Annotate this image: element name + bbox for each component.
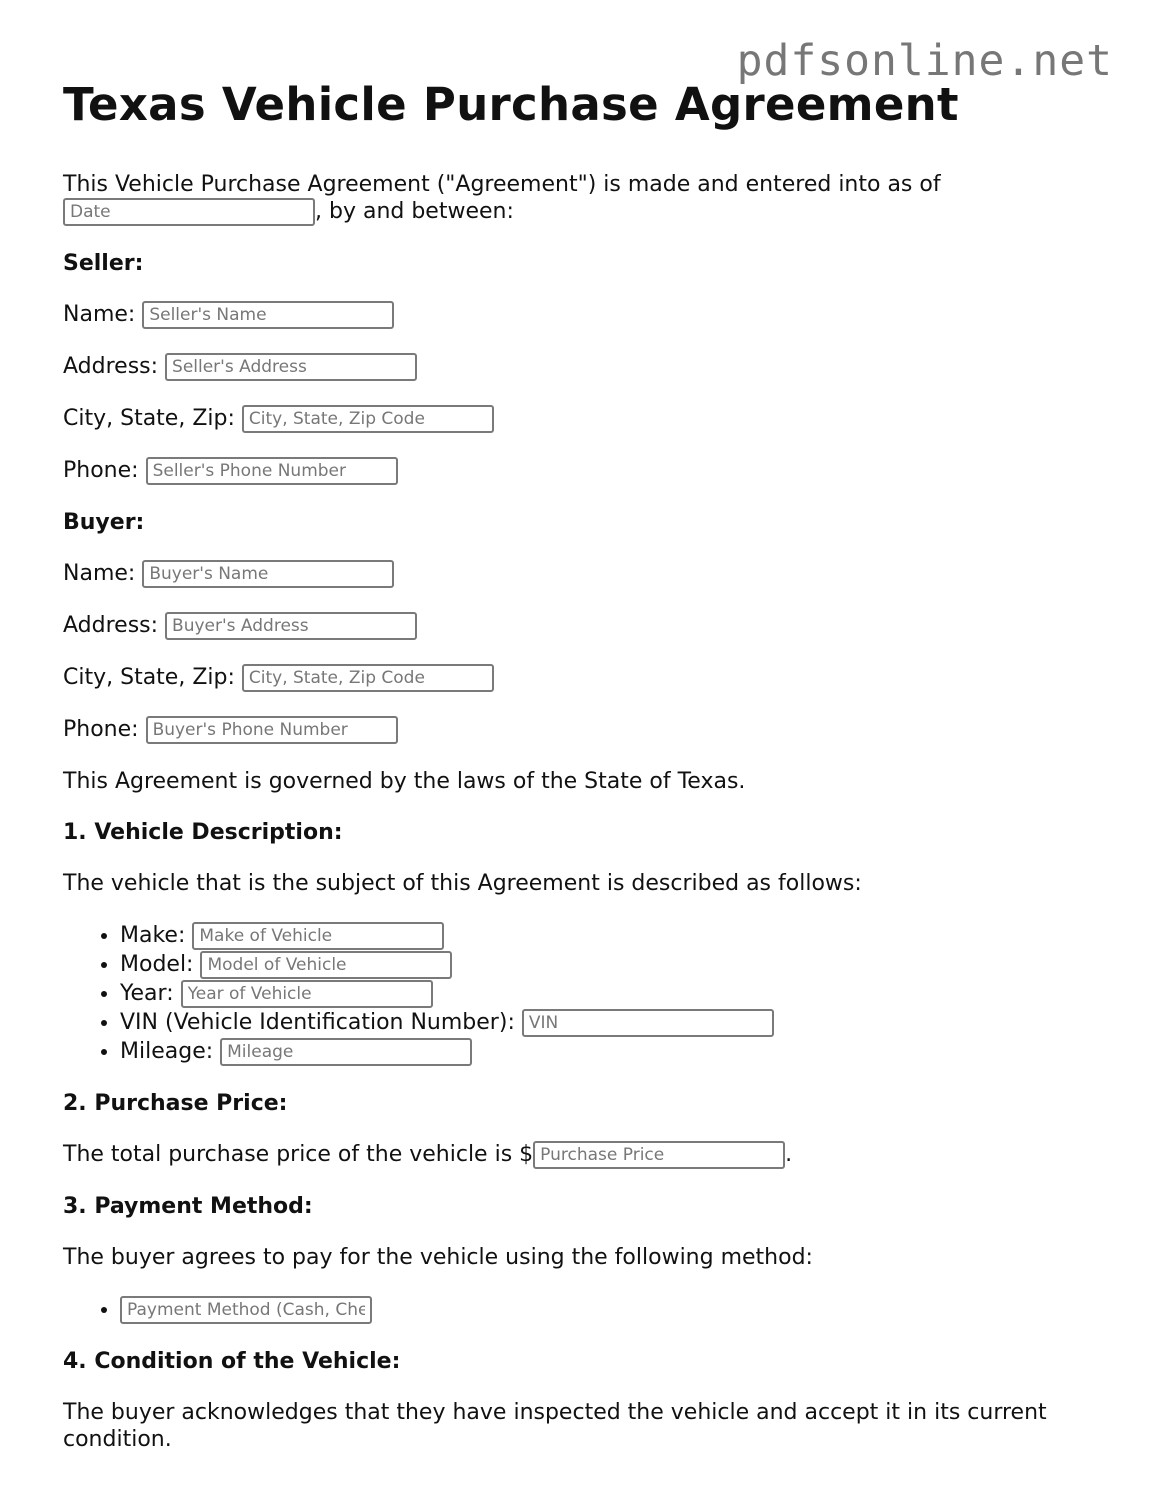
seller-name-input[interactable] [142,301,394,329]
seller-city-input[interactable] [242,405,494,433]
seller-heading: Seller: [63,251,144,276]
seller-address-row [63,353,1103,381]
buyer-phone-row [63,716,1103,744]
make-input[interactable] [192,922,444,950]
document-page [63,78,1103,1453]
buyer-name-row [63,560,1103,588]
seller-phone-row [63,457,1103,485]
vin-input[interactable] [522,1009,774,1037]
buyer-phone-input[interactable] [146,716,398,744]
payment-heading: 3. Payment Method: [63,1194,313,1219]
year-label: Year: [120,981,174,1006]
seller-city-label: City, State, Zip: [63,406,235,431]
payment-list [63,1295,1103,1324]
date-input[interactable] [63,198,315,226]
seller-name-label: Name: [63,302,136,327]
list-item [120,950,1103,979]
seller-address-input[interactable] [165,353,417,381]
price-text: The total purchase price of the vehicle is $ [63,1142,534,1167]
seller-phone-label: Phone: [63,458,139,483]
buyer-name-label: Name: [63,561,136,586]
buyer-city-row [63,664,1103,692]
governing-law-text: This Agreement is governed by the laws of the State of Texas. [63,769,746,794]
buyer-city-input[interactable] [242,664,494,692]
buyer-address-input[interactable] [165,612,417,640]
seller-city-row [63,405,1103,433]
vehicle-heading: 1. Vehicle Description: [63,820,343,845]
vehicle-list [63,921,1103,1066]
list-item [120,1008,1103,1037]
buyer-heading: Buyer: [63,510,145,535]
payment-method-input[interactable] [120,1296,372,1324]
page-title: Texas Vehicle Purchase Agreement [63,78,959,131]
list-item [120,1295,1103,1324]
seller-address-label: Address: [63,354,159,379]
buyer-name-input[interactable] [142,560,394,588]
intro-paragraph [63,171,1103,226]
watermark: pdfsonline.net [736,36,1113,86]
seller-name-row [63,301,1103,329]
buyer-city-label: City, State, Zip: [63,665,235,690]
model-label: Model: [120,952,194,977]
seller-phone-input[interactable] [146,457,398,485]
payment-text: The buyer agrees to pay for the vehicle using the following method: [63,1245,813,1270]
condition-text: The buyer acknowledges that they have inspected the vehicle and accept it in its current condition. [63,1400,1047,1452]
vin-label: VIN (Vehicle Identification Number): [120,1010,515,1035]
year-input[interactable] [181,980,433,1008]
buyer-phone-label: Phone: [63,717,139,742]
make-label: Make: [120,923,186,948]
price-heading: 2. Purchase Price: [63,1091,288,1116]
condition-heading: 4. Condition of the Vehicle: [63,1349,401,1374]
vehicle-text: The vehicle that is the subject of this Agreement is described as follows: [63,871,862,896]
model-input[interactable] [200,951,452,979]
intro-text-after: , by and between: [315,199,514,224]
mileage-label: Mileage: [120,1039,214,1064]
intro-text: This Vehicle Purchase Agreement ("Agreement") is made and entered into as of [63,172,941,197]
price-row [63,1141,1103,1169]
buyer-address-label: Address: [63,613,159,638]
purchase-price-input[interactable] [533,1141,785,1169]
list-item [120,1037,1103,1066]
list-item [120,979,1103,1008]
buyer-address-row [63,612,1103,640]
mileage-input[interactable] [220,1038,472,1066]
list-item [120,921,1103,950]
price-period: . [785,1142,793,1167]
